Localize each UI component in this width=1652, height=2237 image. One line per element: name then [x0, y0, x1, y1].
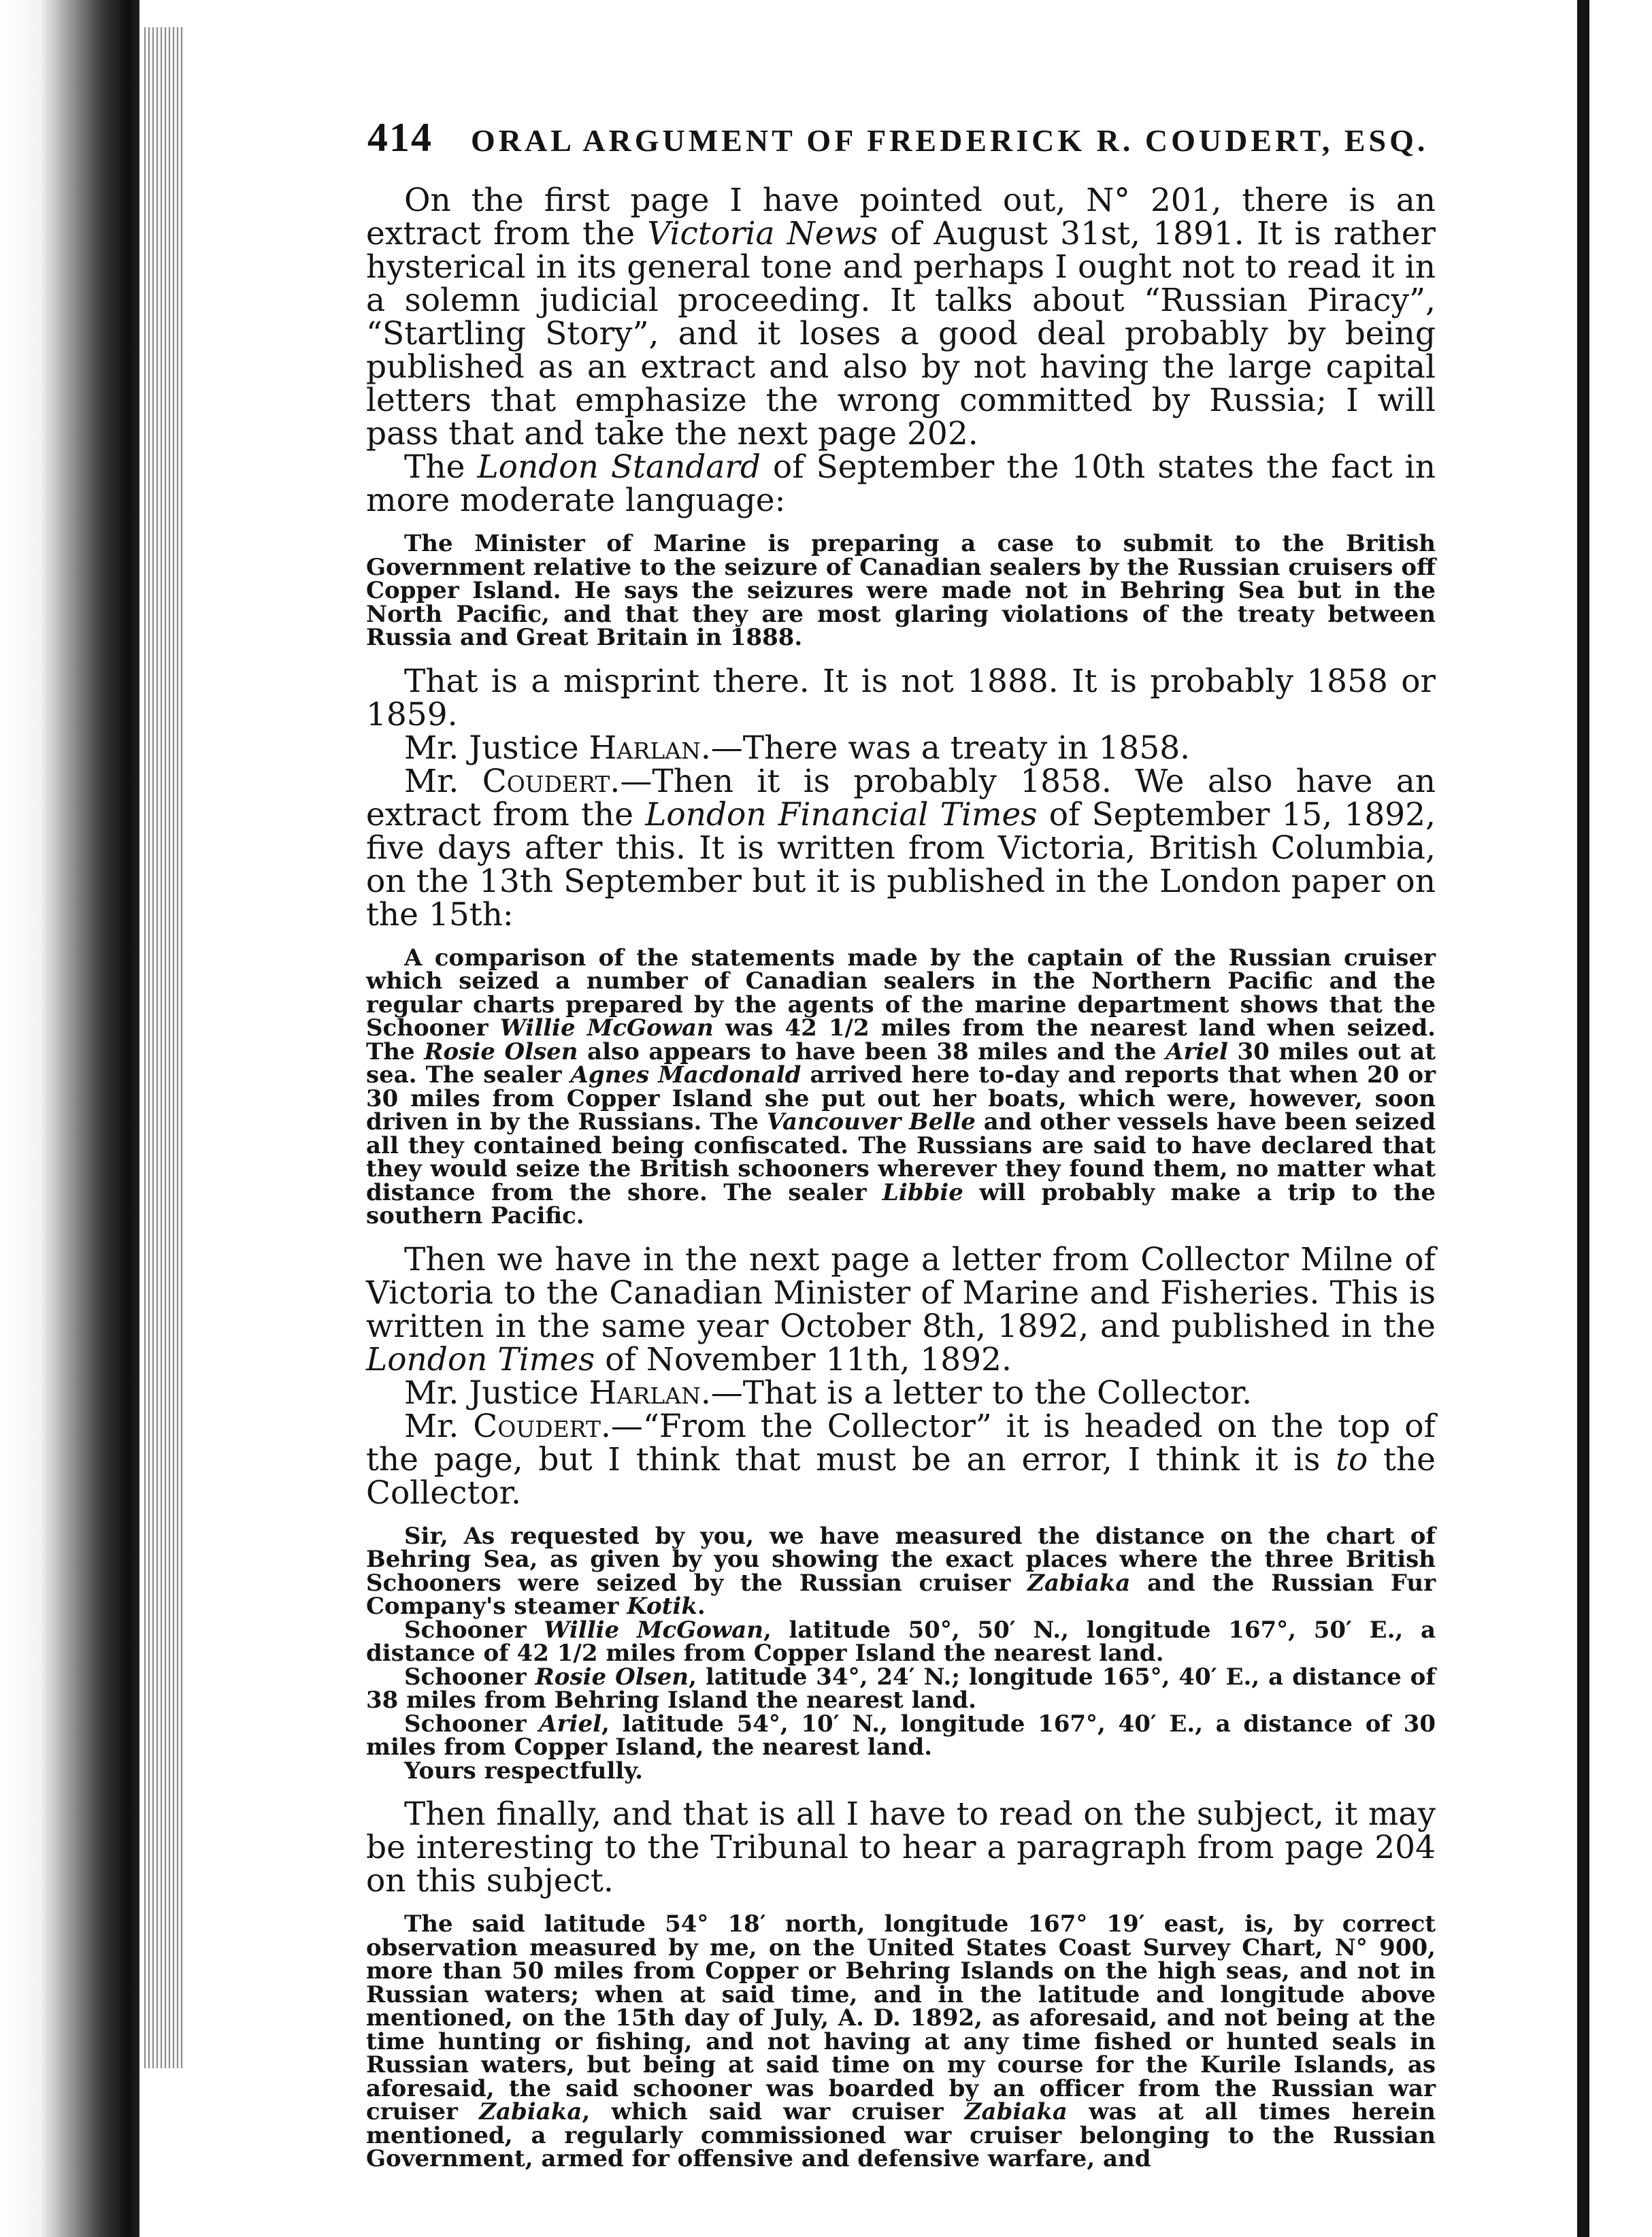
text-run: , which said war cruiser: [582, 2098, 965, 2125]
running-header: [367, 114, 1524, 169]
text-run: The said latitude 54° 18′ north, longitude 167° 19′ east, is, by correct observation measured by me, on the United States Coast Survey Chart, N° 900, more than 50 miles from Copper or Behring Islands on the high seas, and not in Russian waters; when at said time, and in the latitude and longitude above mentioned, on the 15th day of July, A. D. 1892, as aforesaid, and not being at the time hunting or fishing, and not having at any time fished or hunted seals in Russian waters, but being at said time on my course for the Kurile Islands, as aforesaid, the said schooner was boarded by an officer from the Russian war cruiser: [366, 1910, 1436, 2125]
italic-run: London Financial Times: [645, 795, 1038, 833]
italic-run: London Standard: [477, 448, 761, 486]
page-stack-edge: [144, 27, 184, 2068]
italic-run: London Times: [366, 1340, 595, 1378]
text-run: Schooner: [404, 1710, 540, 1738]
letter-item-willie-mcgowan: [366, 1616, 1436, 1667]
text-run: was 42 1/2 miles from the nearest land when seized. The: [366, 1014, 1436, 1065]
speaker-prefix: Mr.: [404, 1407, 474, 1445]
italic-run: Rosie Olsen: [535, 1663, 689, 1691]
text-run: of September the 10th states the fact in more moderate language:: [366, 448, 1436, 519]
text-run: Then we have in the next page a letter from Collector Milne of Victoria to the Canadian Minister of Marine and Fisheries. This is written in the same year October 8th, 1892, and published in the: [366, 1240, 1436, 1345]
text-run: was at all times herein mentioned, a regularly commissioned war cruiser belonging to the Russian Government, armed for offensive and defensive warfare, and: [366, 2098, 1436, 2172]
paragraph-collector-milne: [366, 1240, 1436, 1378]
text-run: The: [404, 448, 478, 486]
text-run: arrived here to-day and reports that when 20 or 30 miles from Copper Island she put out her boats, which were, however, soon driven in by the Russians. The: [366, 1061, 1436, 1136]
text-run: .—That is a letter to the Collector.: [700, 1374, 1253, 1412]
paragraph-coudert-financial-times: [366, 762, 1436, 933]
page-body: [366, 184, 1436, 2186]
page-number: 414: [367, 115, 433, 160]
text-run: and other vessels have been seized all they contained being confiscated. The Russians are said to have declared that they would seize the British schooners wherever they found them, no matter what distance from the shore. The sealer: [366, 1108, 1436, 1206]
paragraph-london-standard: [366, 450, 1436, 517]
text-run: of September 15, 1892, five days after this. It is written from Victoria, British Columbia, on the 13th September but it is published in the London paper on the 15th:: [366, 795, 1436, 933]
italic-run: Vancouver Belle: [766, 1108, 976, 1136]
italic-run: to: [1336, 1440, 1368, 1478]
italic-run: Kotik: [627, 1593, 697, 1620]
paragraph-misprint: That is a misprint there. It is not 1888. It is probably 1858 or 1859.: [366, 662, 1436, 733]
paragraph-coudert-collector: [366, 1407, 1436, 1512]
text-run: of August 31st, 1891. It is rather hysterical in its general tone and perhaps I ought not to read it in a solemn judicial proceeding. It talks about “Russian Piracy”, “Startling Story”, and it loses a good deal probably by being published as an extract and also by not having the large capital letters that emphasize the wrong committed by Russia; I will pass that and take the next page 202.: [366, 215, 1436, 452]
text-run: .—Then it is probably 1858. We also have an extract from the: [366, 762, 1436, 833]
letter-item-ariel: [366, 1712, 1436, 1759]
running-title: ORAL ARGUMENT OF FREDERICK R. COUDERT, ESQ.: [471, 123, 1429, 158]
text-run: .: [697, 1593, 706, 1620]
speaker-prefix: Mr.: [404, 762, 482, 800]
speaker-name: Coudert: [482, 762, 610, 800]
italic-run: Willie McGowan: [544, 1616, 763, 1644]
text-run: .—“From the Collector” it is headed on the top of the page, but I think that must be an error, I think it is: [366, 1407, 1436, 1478]
italic-run: Zabiaka: [479, 2098, 582, 2125]
quote-london-standard: The Minister of Marine is preparing a case to submit to the British Government relative to the seizure of Canadian sealers by the Russian cruisers off Copper Island. He says the seizures were made not in Behring Sea but in the North Pacific, and that they are most glaring violations of the treaty between Russia and Great Britain in 1888.: [366, 530, 1436, 651]
text-run: of November 11th, 1892.: [595, 1340, 1012, 1378]
text-run: Sir, As requested by you, we have measured the distance on the chart of Behring Sea, as given by you showing the exact places where the three British Schooners were seized by the Russian cruiser: [366, 1522, 1436, 1597]
italic-run: Rosie Olsen: [424, 1038, 578, 1065]
book-gutter-shadow: [0, 0, 139, 2237]
text-run: and the Russian Fur Company's steamer: [366, 1569, 1436, 1620]
italic-run: Ariel: [539, 1710, 602, 1738]
text-run: also appears to have been 38 miles and the: [578, 1038, 1166, 1065]
speaker-prefix: Mr. Justice: [404, 729, 589, 767]
text-run: On the first page I have pointed out, N° 201, there is an extract from the: [366, 182, 1436, 252]
letter-intro: [366, 1522, 1436, 1620]
text-run: , latitude 50°, 50′ N., longitude 167°, 50′ E., a distance of 42 1/2 miles from Copper Island the nearest land.: [366, 1616, 1436, 1667]
letter-item-rosie-olsen: [366, 1663, 1436, 1714]
italic-run: Zabiaka: [964, 2098, 1068, 2125]
speaker-name: Coudert: [473, 1407, 601, 1445]
speaker-name: Harlan: [589, 1374, 701, 1412]
text-run: Schooner: [404, 1663, 535, 1691]
quote-page-204: [366, 1912, 1436, 2171]
italic-run: Zabiaka: [1027, 1569, 1131, 1597]
italic-run: Willie McGowan: [499, 1014, 714, 1042]
italic-run: Agnes Macdonald: [570, 1061, 802, 1089]
text-run: will probably make a trip to the southern Pacific.: [366, 1178, 1436, 1229]
italic-run: Victoria News: [647, 215, 878, 252]
paragraph-harlan-treaty: [366, 731, 1436, 765]
speaker-name: Harlan: [589, 729, 701, 767]
paragraph-tribunal: Then finally, and that is all I have to read on the subject, it may be interesting to the Tribunal to hear a paragraph from page 204 on this subject.: [366, 1795, 1436, 1900]
text-run: .—There was a treaty in 1858.: [700, 729, 1191, 767]
italic-run: Ariel: [1166, 1038, 1228, 1065]
text-run: Schooner: [404, 1616, 544, 1644]
paragraph-victoria-news: [366, 184, 1436, 450]
text-run: 30 miles out at sea. The sealer: [366, 1038, 1436, 1089]
quote-collector-letter: [366, 1522, 1436, 1785]
facing-page-edge: [1577, 0, 1652, 2237]
quote-financial-times: [366, 946, 1436, 1228]
text-run: , latitude 54°, 10′ N., longitude 167°, 40′ E., a distance of 30 miles from Copper Island, the nearest land.: [366, 1710, 1436, 1761]
text-run: , latitude 34°, 24′ N.; longitude 165°, 40′ E., a distance of 38 miles from Behring Island the nearest land.: [366, 1663, 1436, 1714]
italic-run: Libbie: [882, 1178, 963, 1206]
letter-closing: Yours respectfully.: [404, 1757, 643, 1785]
paragraph-harlan-letter: [366, 1376, 1436, 1410]
text-run: A comparison of the statements made by the captain of the Russian cruiser which seized a number of Canadian sealers in the Northern Pacific and the regular charts prepared by the agents of the marine department shows that the Schooner: [366, 944, 1436, 1042]
text-run: the Collector.: [366, 1440, 1436, 1512]
speaker-prefix: Mr. Justice: [404, 1374, 589, 1412]
